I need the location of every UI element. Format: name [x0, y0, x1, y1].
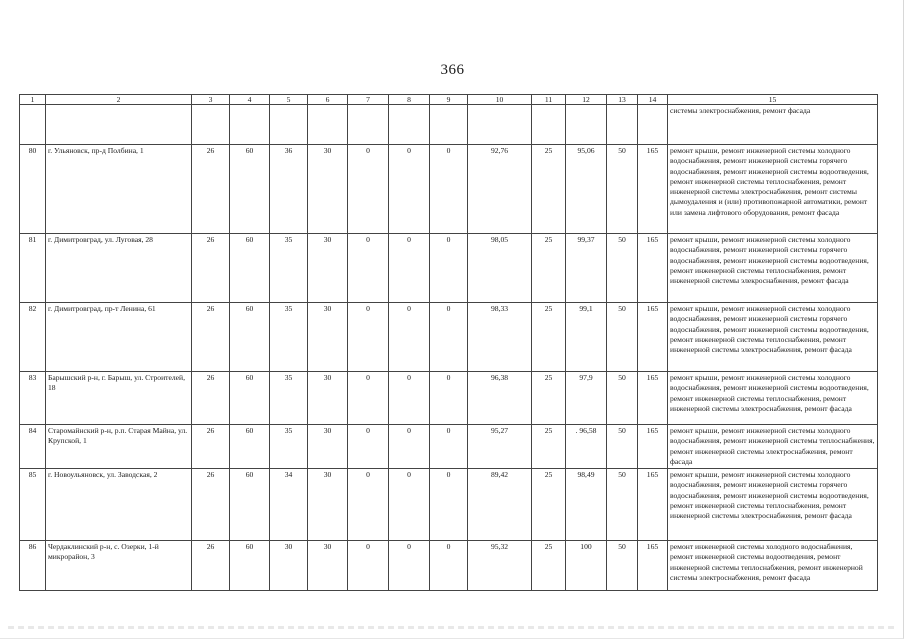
address-cell: г. Ульяновск, пр-д Полбина, 1	[46, 145, 192, 234]
value-cell: 60	[230, 234, 270, 303]
value-cell: 98,05	[468, 234, 532, 303]
works-cell: ремонт крыши, ремонт инженерной системы холодного водоснабжения, ремонт инженерной системы теплоснабжения, ремонт инженерной системы электроснабжения, ремонт фасада	[668, 425, 878, 469]
value-cell: 25	[532, 425, 566, 469]
value-cell: 25	[532, 541, 566, 591]
col-header: 2	[46, 95, 192, 105]
value-cell: 30	[308, 425, 348, 469]
works-cell: ремонт инженерной системы холодного водоснабжения, ремонт инженерной системы водоотведения, ремонт инженерной системы теплоснабжения, ремонт инженерной системы электроснабжения, ремонт фасада	[668, 541, 878, 591]
address-cell: г. Димитровград, ул. Луговая, 28	[46, 234, 192, 303]
value-cell: 60	[230, 541, 270, 591]
value-cell: 0	[430, 145, 468, 234]
value-cell: 0	[430, 541, 468, 591]
value-cell: 0	[430, 469, 468, 541]
col-header: 12	[566, 95, 607, 105]
col-header: 5	[270, 95, 308, 105]
value-cell: 99,37	[566, 234, 607, 303]
row-number-cell: 83	[20, 372, 46, 425]
value-cell: 35	[270, 372, 308, 425]
value-cell: 26	[192, 372, 230, 425]
address-cell: г. Новоульяновск, ул. Заводская, 2	[46, 469, 192, 541]
value-cell: 35	[270, 234, 308, 303]
address-cell: Чердаклинский р-н, с. Озерки, 1-й микрорайон, 3	[46, 541, 192, 591]
value-cell: 92,76	[468, 145, 532, 234]
value-cell: 26	[192, 303, 230, 372]
value-cell: 35	[270, 425, 308, 469]
value-cell: 0	[389, 425, 430, 469]
value-cell: 25	[532, 372, 566, 425]
table-row	[20, 541, 878, 591]
value-cell: 0	[348, 234, 389, 303]
works-cell: ремонт крыши, ремонт инженерной системы холодного водоснабжения, ремонт инженерной системы горячего водоснабжения, ремонт инженерной системы водоотведения, ремонт инженерной системы теплоснабжения, ремонт инженерной системы электроснабжения, ремонт системы дымоудаления и (или) противопожарной автоматики, ремонт или замена лифтового оборудования, ремонт фасада	[668, 145, 878, 234]
col-header: 15	[668, 95, 878, 105]
value-cell: 0	[430, 234, 468, 303]
value-cell: 100	[566, 541, 607, 591]
value-cell: 0	[348, 372, 389, 425]
value-cell: 34	[270, 469, 308, 541]
value-cell: 165	[638, 372, 668, 425]
value-cell: 165	[638, 425, 668, 469]
row-number-cell: 82	[20, 303, 46, 372]
works-cell: ремонт крыши, ремонт инженерной системы холодного водоснабжения, ремонт инженерной системы горячего водоснабжения, ремонт инженерной системы водоотведения, ремонт инженерной системы теплоснабжения, ремонт инженерной системы элекроснабжения, ремонт фасада	[668, 234, 878, 303]
address-cell: Барышский р-н, г. Барыш, ул. Строителей, 18	[46, 372, 192, 425]
value-cell: 50	[607, 541, 638, 591]
value-cell: 60	[230, 303, 270, 372]
col-header: 11	[532, 95, 566, 105]
value-cell: 30	[270, 541, 308, 591]
col-header: 13	[607, 95, 638, 105]
value-cell: 60	[230, 425, 270, 469]
col-header: 3	[192, 95, 230, 105]
value-cell: 25	[532, 234, 566, 303]
scan-artifact-stripe	[8, 626, 897, 629]
value-cell: 26	[192, 469, 230, 541]
value-cell: 97,9	[566, 372, 607, 425]
value-cell: 50	[607, 234, 638, 303]
value-cell: 25	[532, 303, 566, 372]
value-cell: 0	[389, 372, 430, 425]
continuation-row	[20, 105, 878, 145]
value-cell: 0	[389, 303, 430, 372]
table-row	[20, 469, 878, 541]
value-cell: 30	[308, 303, 348, 372]
value-cell: 0	[348, 469, 389, 541]
address-cell: г. Димитровград, пр-т Ленина, 61	[46, 303, 192, 372]
col-header: 7	[348, 95, 389, 105]
value-cell: 30	[308, 372, 348, 425]
value-cell: 0	[430, 303, 468, 372]
value-cell: 60	[230, 469, 270, 541]
page-number: 366	[440, 62, 465, 78]
row-number-cell: 85	[20, 469, 46, 541]
value-cell: 165	[638, 541, 668, 591]
col-header: 6	[308, 95, 348, 105]
value-cell: 36	[270, 145, 308, 234]
value-cell: 165	[638, 303, 668, 372]
value-cell: 165	[638, 469, 668, 541]
value-cell: 26	[192, 425, 230, 469]
value-cell: 0	[389, 541, 430, 591]
value-cell: 26	[192, 145, 230, 234]
value-cell: 50	[607, 145, 638, 234]
value-cell: 60	[230, 372, 270, 425]
value-cell: 35	[270, 303, 308, 372]
value-cell: 30	[308, 234, 348, 303]
works-cell: ремонт крыши, ремонт инженерной системы холодного водоснабжения, ремонт инженерной системы водоотведения, ремонт инженерной системы теплоснабжения, ремонт инженерной системы электроснабжения, ремонт фасада	[668, 372, 878, 425]
works-cell: ремонт крыши, ремонт инженерной системы холодного водоснабжения, ремонт инженерной системы горячего водоснабжения, ремонт инженерной системы водоотведения, ремонт инженерной системы теплоснабжения, ремонт инженерной системы электроснабжения, ремонт фасада	[668, 303, 878, 372]
table-row	[20, 303, 878, 372]
value-cell: 26	[192, 541, 230, 591]
value-cell: 98,33	[468, 303, 532, 372]
value-cell: 0	[389, 234, 430, 303]
row-number-cell: 81	[20, 234, 46, 303]
row-number-cell: 80	[20, 145, 46, 234]
col-header: 8	[389, 95, 430, 105]
works-cell: системы электроснабжения, ремонт фасада	[668, 105, 878, 145]
value-cell: 30	[308, 145, 348, 234]
table-row	[20, 425, 878, 469]
value-cell: 0	[348, 425, 389, 469]
value-cell: 165	[638, 145, 668, 234]
value-cell: 0	[348, 541, 389, 591]
col-header: 9	[430, 95, 468, 105]
col-header: 4	[230, 95, 270, 105]
value-cell: 0	[430, 425, 468, 469]
value-cell: 99,1	[566, 303, 607, 372]
value-cell: 95,06	[566, 145, 607, 234]
row-number-cell: 84	[20, 425, 46, 469]
value-cell: 50	[607, 425, 638, 469]
value-cell: 50	[607, 303, 638, 372]
col-header: 1	[20, 95, 46, 105]
value-cell: . 96,58	[566, 425, 607, 469]
value-cell: 0	[348, 145, 389, 234]
col-header: 10	[468, 95, 532, 105]
value-cell: 98,49	[566, 469, 607, 541]
value-cell: 30	[308, 469, 348, 541]
table-row	[20, 234, 878, 303]
value-cell: 50	[607, 372, 638, 425]
value-cell: 0	[348, 303, 389, 372]
value-cell: 30	[308, 541, 348, 591]
value-cell: 50	[607, 469, 638, 541]
value-cell: 95,32	[468, 541, 532, 591]
value-cell: 165	[638, 234, 668, 303]
table-row	[20, 145, 878, 234]
value-cell: 25	[532, 145, 566, 234]
column-number-row	[20, 95, 878, 105]
value-cell: 95,27	[468, 425, 532, 469]
value-cell: 96,38	[468, 372, 532, 425]
value-cell: 60	[230, 145, 270, 234]
value-cell: 0	[389, 145, 430, 234]
col-header: 14	[638, 95, 668, 105]
register-table	[19, 94, 878, 591]
row-number-cell: 86	[20, 541, 46, 591]
value-cell: 0	[389, 469, 430, 541]
value-cell: 25	[532, 469, 566, 541]
value-cell: 0	[430, 372, 468, 425]
works-cell: ремонт крыши, ремонт инженерной системы холодного водоснабжения, ремонт инженерной системы горячего водоснабжения, ремонт инженерной системы водоотведения, ремонт инженерной системы теплоснабжения, ремонт инженерной системы электроснабжения, ремонт фасада	[668, 469, 878, 541]
value-cell: 26	[192, 234, 230, 303]
address-cell: Старомайнский р-н, р.п. Старая Майна, ул. Крупской, 1	[46, 425, 192, 469]
table-row	[20, 372, 878, 425]
value-cell: 89,42	[468, 469, 532, 541]
